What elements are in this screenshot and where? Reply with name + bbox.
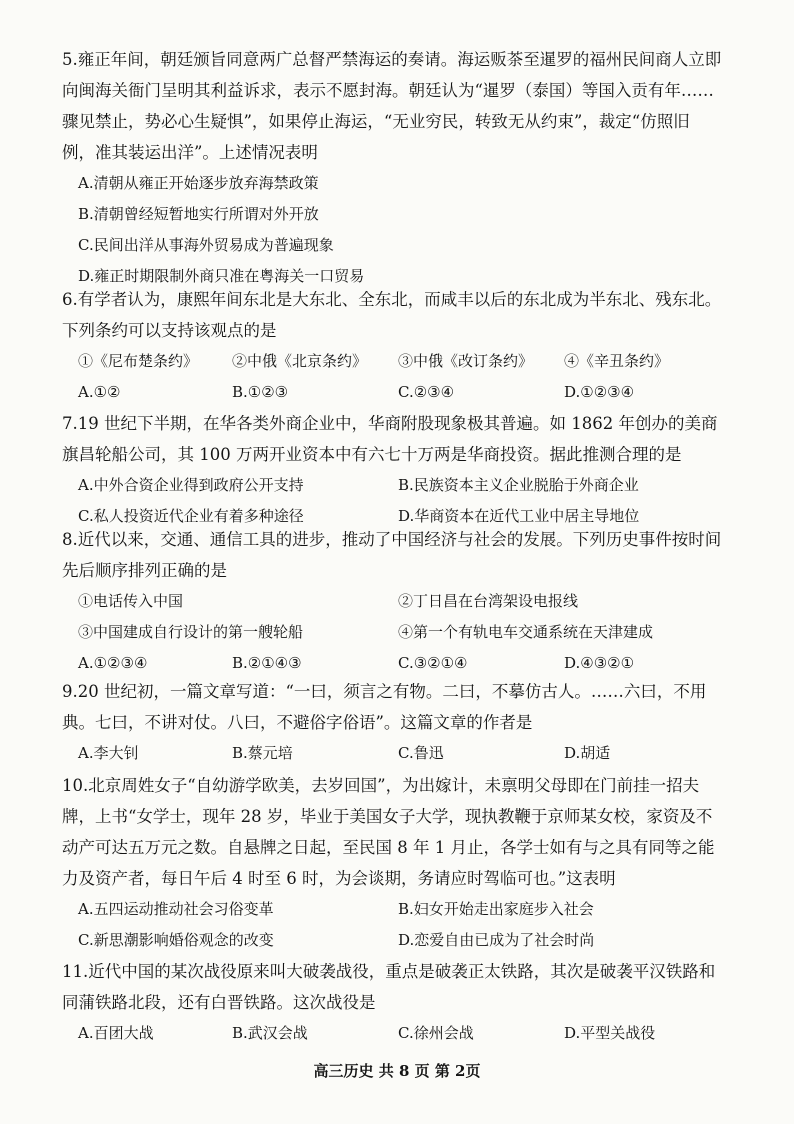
option-row bbox=[62, 1018, 722, 1049]
question-stem: 9.20 世纪初，一篇文章写道：“一曰，须言之有物。二曰，不摹仿古人。……六曰，不用典。七曰，不讲对仗。八曰，不避俗字俗语”。这篇文章的作者是 bbox=[62, 682, 707, 732]
question-stem: 8.近代以来，交通、通信工具的进步，推动了中国经济与社会的发展。下列历史事件按时间先后顺序排列正确的是 bbox=[62, 530, 722, 580]
question-5 bbox=[62, 44, 722, 292]
option-b: B.蔡元培 bbox=[232, 744, 293, 762]
option-a: A.李大钊 bbox=[78, 744, 139, 762]
item-row bbox=[62, 617, 722, 648]
item-2: ②丁日昌在台湾架设电报线 bbox=[398, 592, 579, 610]
question-stem: 7.19 世纪下半期，在华各类外商企业中，华商附股现象极其普遍。如 1862 年创办的美商旗昌轮船公司，其 100 万两开业资本中有六七十万两是华商投资。据此推测合理的是 bbox=[62, 414, 718, 464]
option-b: B.①②③ bbox=[232, 383, 289, 401]
question-stem: 10.北京周姓女子“自幼游学欧美，去岁回国”，为出嫁计，未禀明父母即在门前挂一招夫牌，上书“女学士，现年 28 岁，毕业于美国女子大学，现执教鞭于京师某女校，家资及不动产可达五万元之数。自悬牌之日起，至民国 8 年 1 月止，各学士如有与之具有同等之能力及资产者，每日午后 4 时至 6 时，为会谈期，务请应时驾临可也。”这表明 bbox=[62, 776, 715, 888]
option-a: A.清朝从雍正开始逐步放弃海禁政策 bbox=[78, 174, 319, 192]
item-4: ④《辛丑条约》 bbox=[564, 352, 670, 370]
option-b: B.妇女开始走出家庭步入社会 bbox=[398, 900, 594, 918]
option-d: D.恋爱自由已成为了社会时尚 bbox=[398, 931, 595, 949]
option-row bbox=[62, 470, 722, 501]
question-stem: 11.近代中国的某次战役原来叫大破袭战役，重点是破袭正太铁路，其次是破袭平汉铁路和同蒲铁路北段，还有白晋铁路。这次战役是 bbox=[62, 962, 716, 1012]
question-7 bbox=[62, 408, 722, 532]
item-4: ④第一个有轨电车交通系统在天津建成 bbox=[398, 623, 654, 641]
option-d: D.华商资本在近代工业中居主导地位 bbox=[398, 507, 640, 525]
item-3: ③中国建成自行设计的第一艘轮船 bbox=[78, 623, 304, 641]
question-10 bbox=[62, 770, 722, 956]
question-8 bbox=[62, 524, 722, 679]
option-c: C.新思潮影响婚俗观念的改变 bbox=[78, 931, 274, 949]
option-row bbox=[62, 894, 722, 925]
page-footer: 高三历史 共 8 页 第 2页 bbox=[313, 1062, 481, 1080]
option-c: C.③②①④ bbox=[398, 654, 468, 672]
option-a: A.①②③④ bbox=[78, 654, 148, 672]
option-c: C.鲁迅 bbox=[398, 744, 444, 762]
item-3: ③中俄《改订条约》 bbox=[398, 352, 534, 370]
option-d: D.雍正时期限制外商只准在粤海关一口贸易 bbox=[78, 267, 365, 285]
option-a: A.①② bbox=[78, 383, 121, 401]
item-1: ①《尼布楚条约》 bbox=[78, 352, 199, 370]
option-b: B.武汉会战 bbox=[232, 1024, 308, 1042]
option-c: C.民间出洋从事海外贸易成为普遍现象 bbox=[78, 236, 334, 254]
option-d: D.胡适 bbox=[564, 744, 611, 762]
item-row bbox=[62, 586, 722, 617]
option-c: C.徐州会战 bbox=[398, 1024, 474, 1042]
option-a: A.五四运动推动社会习俗变革 bbox=[78, 900, 274, 918]
option-a: A.中外合资企业得到政府公开支持 bbox=[78, 476, 304, 494]
option-row bbox=[62, 648, 722, 679]
option-c: C.②③④ bbox=[398, 383, 455, 401]
option-c: C.私人投资近代企业有着多种途径 bbox=[78, 507, 304, 525]
option-row bbox=[62, 377, 722, 408]
question-6 bbox=[62, 284, 722, 408]
option-row bbox=[62, 925, 722, 956]
item-2: ②中俄《北京条约》 bbox=[232, 352, 368, 370]
option-b: B.②①④③ bbox=[232, 654, 302, 672]
question-stem: 5.雍正年间，朝廷颁旨同意两广总督严禁海运的奏请。海运贩茶至暹罗的福州民间商人立即向闽海关衙门呈明其利益诉求，表示不愿封海。朝廷认为“暹罗（泰国）等国入贡有年……骤见禁止，势必心生疑惧”，如果停止海运，“无业穷民，转致无从约束”，裁定“仿照旧例，准其装运出洋”。上述情况表明 bbox=[62, 50, 722, 162]
question-11 bbox=[62, 956, 722, 1049]
question-9 bbox=[62, 676, 722, 769]
option-b: B.民族资本主义企业脱胎于外商企业 bbox=[398, 476, 639, 494]
option-d: D.④③②① bbox=[564, 654, 635, 672]
option-d: D.①②③④ bbox=[564, 383, 635, 401]
item-1: ①电话传入中国 bbox=[78, 592, 184, 610]
option-d: D.平型关战役 bbox=[564, 1024, 656, 1042]
option-a: A.百团大战 bbox=[78, 1024, 154, 1042]
option-row bbox=[62, 738, 722, 769]
question-stem: 6.有学者认为，康熙年间东北是大东北、全东北，而咸丰以后的东北成为半东北、残东北。下列条约可以支持该观点的是 bbox=[62, 290, 722, 340]
item-row bbox=[62, 346, 722, 377]
option-b: B.清朝曾经短暂地实行所谓对外开放 bbox=[78, 205, 319, 223]
